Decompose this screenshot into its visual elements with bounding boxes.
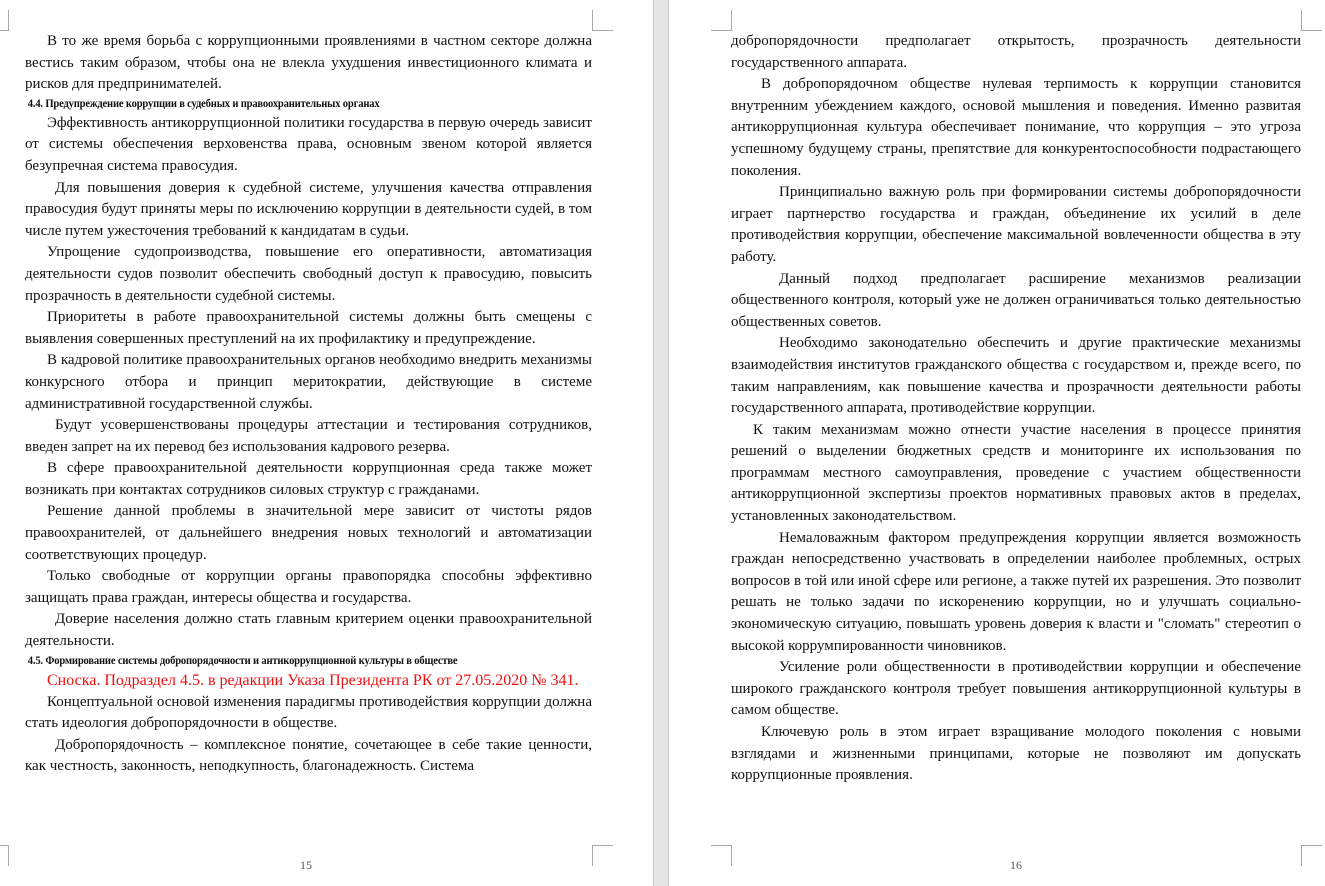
section-heading: 4.4. Предупреждение коррупции в судебных и правоохранительных органах: [27, 97, 380, 110]
paragraph: В сфере правоохранительной деятельности коррупционная среда также может возникать при контактах сотрудников силовых структур с гражданами.: [25, 460, 592, 498]
crop-mark-bottom-right: [1301, 845, 1322, 866]
crop-mark-bottom-right: [592, 845, 613, 866]
paragraph: Ключевую роль в этом играет взращивание молодого поколения с новыми взглядами и жизненными принципами, которые не позволяют им допускать коррупционные проявления.: [731, 724, 1301, 784]
crop-mark-top-right: [1301, 10, 1322, 31]
paragraph: В кадровой политике правоохранительных органов необходимо внедрить механизмы конкурсного отбора и принцип меритократии, действующие в системе административной государственной службы.: [25, 352, 592, 412]
paragraph: Необходимо законодательно обеспечить и другие практические механизмы взаимодействия институтов гражданского общества с государством и, прежде всего, по таким направлениям, как повышение качества и прозрачности деятельности работы государственного аппарата, противодействие коррупции.: [731, 335, 1301, 417]
paragraph: Принципиально важную роль при формировании системы добропорядочности играет партнерство государства и граждан, объединение их усилий в деле противодействия коррупции, обеспечение максимальной вовлеченности общества в эту работу.: [731, 184, 1301, 265]
footnote-note: Сноска. Подраздел 4.5. в редакции Указа Президента РК от 27.05.2020 № 341.: [47, 671, 579, 689]
paragraph: Немаловажным фактором предупреждения коррупции является возможность граждан непосредственно участвовать в определении наиболее проблемных, острых вопросов в той или иной сфере или регионе, а также путей их разрешения. Это позволит решать не только задачи по искоренению коррупции, но и улучшать социально-экономическую ситуацию, повышать уровень доверия к власти и "сломать" стереотип о высокой коррумпированности чиновников.: [731, 529, 1301, 654]
page-body[interactable]: [25, 31, 592, 778]
crop-mark-bottom-left: [0, 845, 9, 866]
paragraph: Только свободные от коррупции органы правопорядка способны эффективно защищать права граждан, интересы общества и государства.: [25, 568, 592, 606]
document-page-15: [0, 0, 653, 886]
paragraph: Доверие населения должно стать главным критерием оценки правоохранительной деятельности.: [25, 611, 592, 650]
section-heading: 4.5. Формирование системы добропорядочности и антикоррупционной культуры в обществе: [27, 654, 458, 667]
paragraph: Для повышения доверия к судебной системе, улучшения качества отправления правосудия будут приняты меры по исключению коррупции в деятельности судей, в том числе путем ужесточения требований к кандидатам в судьи.: [25, 179, 592, 239]
page-body[interactable]: [731, 31, 1301, 787]
crop-mark-top-left: [711, 10, 732, 31]
paragraph: В то же время борьба с коррупционными проявлениями в частном секторе должна вестись таким образом, чтобы она не влекла ухудшения инвестиционного климата и рисков для предпринимателей.: [25, 33, 592, 93]
paragraph: Усиление роли общественности в противодействии коррупции и обеспечение широкого гражданского контроля требует повышения антикоррупционной культуры в самом обществе.: [731, 659, 1301, 719]
page-number: 16: [1010, 858, 1022, 872]
paragraph: Будут усовершенствованы процедуры аттестации и тестирования сотрудников, введен запрет на их перевод без использования кадрового резерва.: [25, 417, 592, 455]
paragraph: Концептуальной основой изменения парадигмы противодействия коррупции должна стать идеология добропорядочности в обществе.: [25, 693, 592, 732]
paragraph: Решение данной проблемы в значительной мере зависит от чистоты рядов правоохранителей, от дальнейшего внедрения новых технологий и автоматизации соответствующих процедур.: [25, 503, 592, 563]
paragraph: Эффективность антикоррупционной политики государства в первую очередь зависит от системы обеспечения верховенства права, основным звеном которой является безупречная система правосудия.: [25, 114, 592, 174]
crop-mark-top-left: [0, 10, 9, 31]
crop-mark-top-right: [592, 10, 613, 31]
page-gap: [653, 0, 669, 886]
paragraph: Упрощение судопроизводства, повышение его оперативности, автоматизация деятельности судов позволит обеспечить свободный доступ к правосудию, повысить прозрачность в деятельности судебной системы.: [25, 244, 592, 304]
paragraph: В добропорядочном обществе нулевая терпимость к коррупции становится внутренним убеждением каждого, основой мышления и поведения. Именно развитая антикоррупционная культура обеспечивает понимание, что коррупция – это угроза успешному будущему страны, препятствие для конкурентоспособности подрастающего поколения.: [731, 76, 1301, 179]
paragraph: Данный подход предполагает расширение механизмов реализации общественного контроля, который уже не должен ограничиваться только деятельностью общественных советов.: [731, 270, 1301, 330]
paragraph: Приоритеты в работе правоохранительной системы должны быть смещены с выявления совершенных преступлений на их профилактику и предупреждение.: [25, 309, 592, 347]
paragraph: добропорядочности предполагает открытость, прозрачность деятельности государственного аппарата.: [731, 33, 1301, 71]
paragraph: Добропорядочность – комплексное понятие, сочетающее в себе такие ценности, как честность, законность, неподкупность, благонадежность. Система: [25, 736, 592, 775]
paragraph: К таким механизмам можно отнести участие населения в процессе принятия решений о выделении бюджетных средств и мониторинге их использования по программам местного самоуправления, проведение с участием общественности антикоррупционной экспертизы проектов нормативных правовых актов в пределах, установленных законодательством.: [731, 421, 1301, 525]
document-page-16: [670, 0, 1325, 886]
crop-mark-bottom-left: [711, 845, 732, 866]
page-number: 15: [300, 858, 312, 872]
